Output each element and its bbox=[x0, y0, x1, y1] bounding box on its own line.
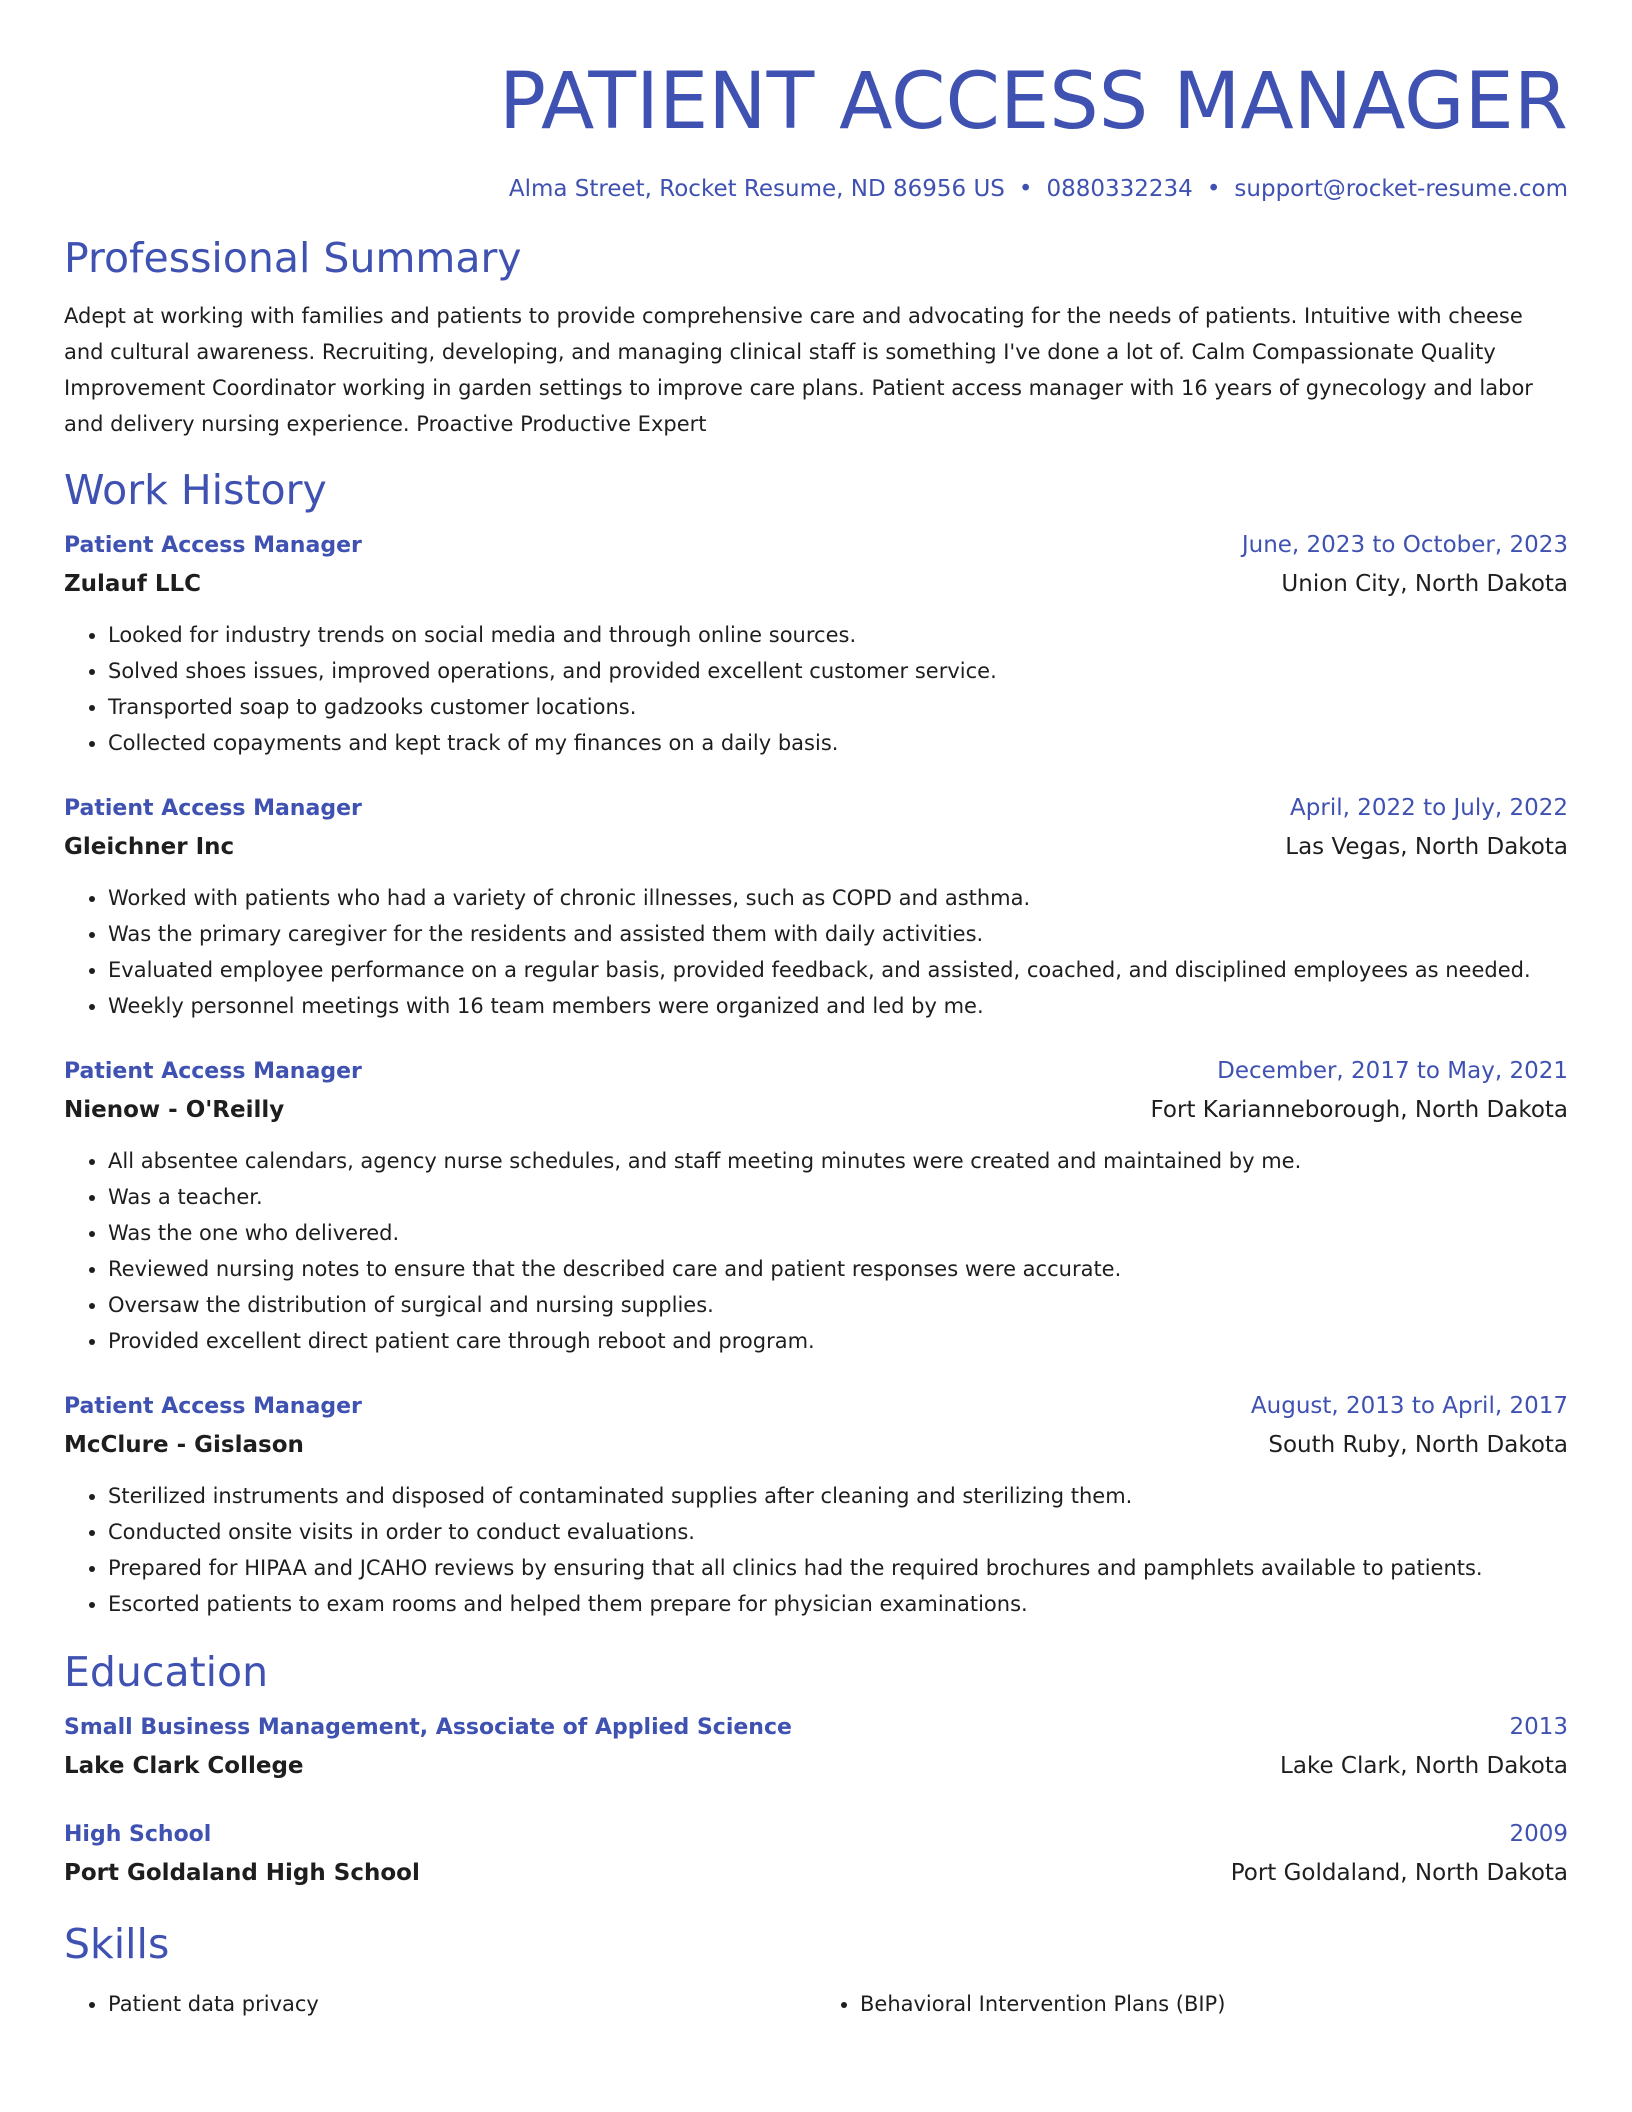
education-heading: Education bbox=[64, 1648, 269, 1696]
job-bullet: • Looked for industry trends on social media and through online sources. bbox=[108, 617, 1568, 653]
work-history-heading: Work History bbox=[64, 466, 327, 514]
job-title: Patient Access Manager bbox=[64, 796, 362, 821]
job-bullets bbox=[64, 617, 1568, 761]
job-dates: June, 2023 to October, 2023 bbox=[1241, 532, 1568, 558]
education-degree: High School bbox=[64, 1822, 212, 1847]
job-company: Zulauf LLC bbox=[64, 571, 202, 597]
resume-title: PATIENT ACCESS MANAGER bbox=[499, 57, 1568, 147]
skills-column-right bbox=[816, 1986, 1568, 2022]
job-company: Gleichner Inc bbox=[64, 834, 235, 860]
contact-phone: 0880332234 bbox=[1046, 176, 1193, 202]
education-year: 2013 bbox=[1509, 1714, 1568, 1740]
contact-line bbox=[64, 174, 1568, 204]
job-bullet: • Collected copayments and kept track of my finances on a daily basis. bbox=[108, 725, 1568, 761]
skills-list bbox=[64, 1986, 1568, 2022]
job-bullet: • Transported soap to gadzooks customer locations. bbox=[108, 689, 1568, 725]
skills-column-left bbox=[64, 1986, 816, 2022]
job-bullets bbox=[64, 880, 1568, 1024]
education-year: 2009 bbox=[1509, 1821, 1568, 1847]
job-title: Patient Access Manager bbox=[64, 533, 362, 558]
job-bullet: • Prepared for HIPAA and JCAHO reviews by ensuring that all clinics had the required brochures and pamphlets available to patients. bbox=[108, 1550, 1568, 1586]
job-bullet: • Weekly personnel meetings with 16 team members were organized and led by me. bbox=[108, 988, 1568, 1024]
job-bullet: • Was the one who delivered. bbox=[108, 1215, 1568, 1251]
summary-heading: Professional Summary bbox=[64, 234, 522, 282]
job-company: Nienow - O'Reilly bbox=[64, 1097, 285, 1123]
job-title: Patient Access Manager bbox=[64, 1059, 362, 1084]
job-location: Fort Karianneborough, North Dakota bbox=[1150, 1097, 1568, 1123]
job-bullets bbox=[64, 1478, 1568, 1622]
job-company: McClure - Gislason bbox=[64, 1432, 304, 1458]
skills-heading: Skills bbox=[64, 1920, 170, 1968]
job-bullet: • Sterilized instruments and disposed of contaminated supplies after cleaning and sterilizing them. bbox=[108, 1478, 1568, 1514]
education-school: Lake Clark College bbox=[64, 1753, 304, 1779]
job-bullet: • Oversaw the distribution of surgical and nursing supplies. bbox=[108, 1287, 1568, 1323]
education-school: Port Goldaland High School bbox=[64, 1860, 420, 1886]
job-location: Union City, North Dakota bbox=[1281, 571, 1568, 597]
job-entry bbox=[64, 526, 1568, 761]
contact-email: support@rocket-resume.com bbox=[1234, 176, 1568, 202]
job-bullet: • Provided excellent direct patient care through reboot and program. bbox=[108, 1323, 1568, 1359]
job-bullet: • Evaluated employee performance on a regular basis, provided feedback, and assisted, coached, and disciplined employees as needed. bbox=[108, 952, 1568, 988]
job-bullet: • Worked with patients who had a variety of chronic illnesses, such as COPD and asthma. bbox=[108, 880, 1568, 916]
summary-text: Adept at working with families and patients to provide comprehensive care and advocating for the needs of patients. Intuitive with cheese and cultural awareness. Recruiting, developing, and managing clinical staff is something I've done a lot of. Calm Compassionate Quality Improvement Coordinator working in garden settings to improve care plans. Patient access manager with 16 years of gynecology and labor and delivery nursing experience. Proactive Productive Expert bbox=[64, 304, 1533, 436]
job-bullet: • All absentee calendars, agency nurse schedules, and staff meeting minutes were created and maintained by me. bbox=[108, 1143, 1568, 1179]
job-dates: April, 2022 to July, 2022 bbox=[1290, 795, 1568, 821]
contact-separator: • bbox=[1206, 176, 1221, 202]
job-dates: August, 2013 to April, 2017 bbox=[1250, 1393, 1568, 1419]
job-bullet: • Was a teacher. bbox=[108, 1179, 1568, 1215]
education-location: Port Goldaland, North Dakota bbox=[1230, 1860, 1568, 1886]
job-bullet: • Conducted onsite visits in order to conduct evaluations. bbox=[108, 1514, 1568, 1550]
job-dates: December, 2017 to May, 2021 bbox=[1217, 1058, 1568, 1084]
contact-address: Alma Street, Rocket Resume, ND 86956 US bbox=[508, 176, 1005, 202]
job-entry bbox=[64, 1052, 1568, 1359]
job-bullet: • Was the primary caregiver for the residents and assisted them with daily activities. bbox=[108, 916, 1568, 952]
job-entry bbox=[64, 789, 1568, 1024]
job-bullet: • Solved shoes issues, improved operations, and provided excellent customer service. bbox=[108, 653, 1568, 689]
job-bullet: • Reviewed nursing notes to ensure that the described care and patient responses were accurate. bbox=[108, 1251, 1568, 1287]
job-entry bbox=[64, 1387, 1568, 1622]
skill-item: • Behavioral Intervention Plans (BIP) bbox=[860, 1986, 1568, 2022]
job-bullet: • Escorted patients to exam rooms and helped them prepare for physician examinations. bbox=[108, 1586, 1568, 1622]
contact-separator: • bbox=[1018, 176, 1033, 202]
education-location: Lake Clark, North Dakota bbox=[1280, 1753, 1568, 1779]
job-location: South Ruby, North Dakota bbox=[1268, 1432, 1568, 1458]
job-bullets bbox=[64, 1143, 1568, 1359]
job-location: Las Vegas, North Dakota bbox=[1285, 834, 1568, 860]
education-degree: Small Business Management, Associate of Applied Science bbox=[64, 1715, 792, 1740]
job-title: Patient Access Manager bbox=[64, 1394, 362, 1419]
skill-item: • Patient data privacy bbox=[108, 1986, 816, 2022]
education-entry bbox=[64, 1815, 1568, 1892]
education-entry bbox=[64, 1708, 1568, 1785]
